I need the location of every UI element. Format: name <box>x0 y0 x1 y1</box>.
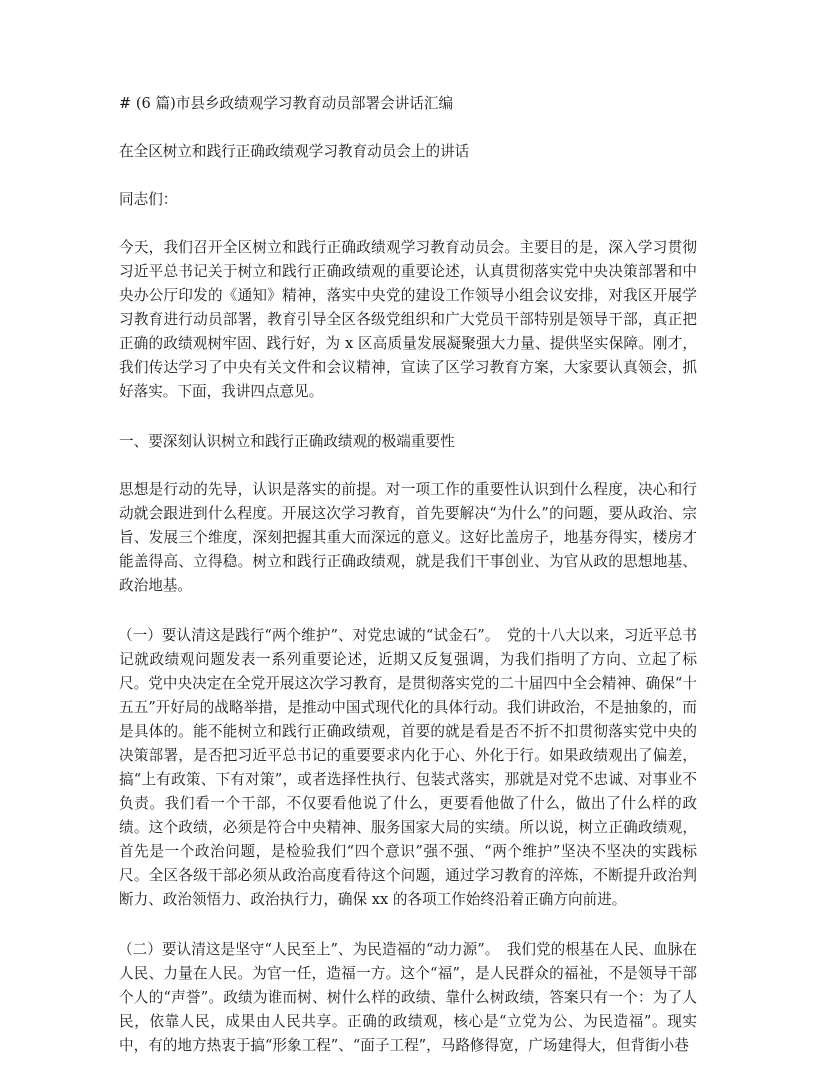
body-paragraph: （二）要认清这是坚守“人民至上”、为民造福的“动力源”。 我们党的根基在人民、血脉在人民、力量在人民。为官一任，造福一方。这个“福”，是人民群众的福祉，不是领导干部个人的“声誉”。政绩为谁而树、树什么样的政绩、靠什么树政绩，答案只有一个：为了人民，依靠人民，成果由人民共享。正确的政绩观，核心是“立党为公、为民造福”。现实中，有的地方热衷于搞“形象工程”、“面子工程”，马路修得宽，广场建得大，但背街小巷 <box>118 941 697 1054</box>
section-heading-1: 一、要深刻认识树立和践行正确政绩观的极端重要性 <box>119 433 455 450</box>
intro-paragraph: 今天，我们召开全区树立和践行正确政绩观学习教育动员会。主要目的是，深入学习贯彻习近平总书记关于树立和践行正确政绩观的重要论述，认真贯彻落实党中央决策部署和中央办公厅印发的《通知》精神，落实中央党的建设工作领导小组会议安排，对我区开展学习教育进行动员部署，教育引导全区各级党组织和广大党员干部特别是领导干部，真正把正确的政绩观树牢固、践行好，为 x 区高质量发展凝聚强大力量、提供坚实保障。刚才，我们传达学习了中央有关文件和会议精神，宣读了区学习教育方案，大家要认真领会，抓好落实。下面，我讲四点意见。 <box>119 239 697 400</box>
document-title: # (6 篇)市县乡政绩观学习教育动员部署会讲话汇编 <box>119 95 454 112</box>
document-page <box>119 92 697 1084</box>
greeting: 同志们： <box>119 191 178 208</box>
body-paragraph: （一）要认清这是践行“两个维护”、对党忠诚的“试金石”。 党的十八大以来，习近平总书记就政绩观问题发表一系列重要论述，近期又反复强调，为我们指明了方向、立起了标尺。党中央决定在全党开展这次学习教育，是贯彻落实党的二十届四中全会精神、确保“十五五”开好局的战略举措，是推动中国式现代化的具体行动。我们讲政治，不是抽象的，而是具体的。能不能树立和践行正确政绩观，首要的就是看是否不折不扣贯彻落实党中央的决策部署，是否把习近平总书记的重要要求内化于心、外化于行。如果政绩观出了偏差，搞“上有政策、下有对策”，或者选择性执行、包装式落实，那就是对党不忠诚、对事业不负责。我们看一个干部，不仅要看他说了什么，更要看他做了什么，做出了什么样的政绩。这个政绩，必须是符合中央精神、服务国家大局的实绩。所以说，树立正确政绩观，首先是一个政治问题，是检验我们“四个意识”强不强、“两个维护”坚决不坚决的实践标尺。全区各级干部必须从政治高度看待这个问题，通过学习教育的淬炼，不断提升政治判断力、政治领悟力、政治执行力，确保 xx 的各项工作始终沿着正确方向前进。 <box>118 627 697 908</box>
body-paragraph: 思想是行动的先导，认识是落实的前提。对一项工作的重要性认识到什么程度，决心和行动就会跟进到什么程度。开展这次学习教育，首先要解决“为什么”的问题，要从政治、宗旨、发展三个维度，深刻把握其重大而深远的意义。这好比盖房子，地基夯得实，楼房才能盖得高、立得稳。树立和践行正确政绩观，就是我们干事创业、为官从政的思想地基、政治地基。 <box>119 481 697 594</box>
speech-title: 在全区树立和践行正确政绩观学习教育动员会上的讲话 <box>119 143 470 160</box>
